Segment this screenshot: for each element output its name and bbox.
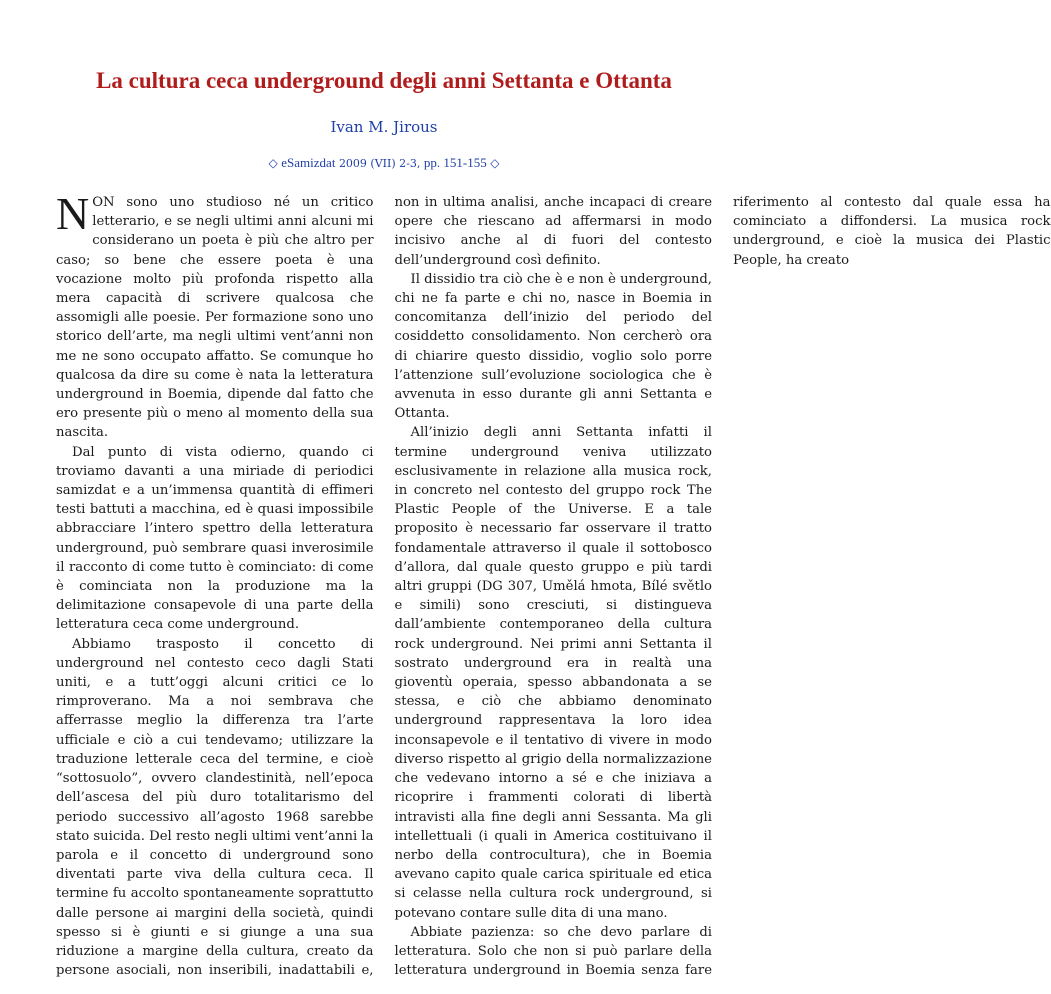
author-name: Ivan M. Jirous	[330, 118, 438, 136]
journal-link[interactable]: eSamizdat	[281, 155, 336, 170]
diamond-icon: ◇	[268, 156, 278, 170]
paragraph-text: ON sono uno studioso né un critico letterario, e se negli ultimi anni alcuni mi considerano un poeta è più che altro per caso; so bene che essere poeta è una vocazione molto più profonda rispetto alla mera capacità di scrivere qualcosa che assomigli alle poesie. Per formazione sono uno storico dell’arte, ma negli ultimi vent’anni non me ne sono occupato affatto. Se comunque ho qualcosa da dire su come è nata la letteratura underground in Boemia, dipende dal fatto che ero presente più o meno al momento della sua nascita.	[56, 195, 374, 441]
paragraph: Il dissidio tra ciò che è e non è underground, chi ne fa parte e chi no, nasce in Boemia in concomitanza dell’inizio del periodo del cosiddetto consolidamento. Non cercherò ora di chiarire questo dissidio, voglio solo porre l’attenzione sull’evoluzione sociologica che è avvenuta in esso durante gli anni Settanta e Ottanta.	[394, 271, 712, 422]
drop-cap: N	[56, 188, 90, 239]
paragraph: Abbiate pazienza: so che devo parlare di letteratura. Solo che non si può parlare della letteratura underground in Boemia senza fare riferimento al contesto dal quale essa ha cominciato a diffondersi. La musica rock underground, e cioè la musica dei Plastic People, ha creato	[394, 195, 1051, 979]
citation-line	[0, 155, 768, 171]
paragraph: Dal punto di vista odierno, quando ci troviamo davanti a una miriade di periodici samizdat e a un’immensa quantità di effimeri testi battuti a macchina, ed è quasi impossibile abbracciare l’intero spettro della letteratura underground, può sembrare quasi inverosimile il racconto di come tutto è cominciato: di come è cominciata non la produzione ma la delimitazione consapevole di una parte della letteratura ceca come underground.	[56, 444, 374, 633]
year-volume: 2009 (VII) 2-3,	[338, 157, 421, 170]
paragraph	[56, 188, 374, 443]
diamond-icon: ◇	[490, 156, 500, 170]
paragraph: Abbiamo trasposto il concetto di underground nel contesto ceco dagli Stati uniti, e a tutt’oggi alcuni critici ce lo rimproverano. Ma a noi sembrava che afferrasse meglio la differenza tra l’arte ufficiale e ciò a cui tendevamo; utilizzare la traduzione letterale ceca del termine, e cioè “sottosuolo”, ovvero clandestinità, nell’epoca dell’ascesa del più duro totalitarismo del periodo successivo all’agosto 1968 sarebbe stato suicida. Del resto negli ultimi vent’anni la parola e il concetto di underground sono diventati parte viva della cultura ceca. Il termine fu accolto spontaneamente soprattutto dalle persone ai margini della società, quindi spesso si è giunti e si giunge a una sua riduzione a margine della cultura, creato da persone asociali, non inseribili, inadattabili e, non in ultima analisi, anche incapaci di creare opere che riescano ad affermarsi in modo incisivo anche al di fuori del contesto dell’underground così definito.	[56, 195, 712, 979]
article-body	[56, 188, 1051, 993]
paragraph: All’inizio degli anni Settanta infatti il termine underground veniva utilizzato esclusivamente in relazione alla musica rock, in concreto nel contesto del gruppo rock The Plastic People of the Universe. E a tale proposito è necessario far osservare il tratto fondamentale attraverso il quale il sottobosco d’allora, dal quale questo gruppo e più tardi altri gruppi (DG 307, Umělá hmota, Bílé světlo e simili) sono cresciuti, si distingueva dall’ambiente contemporaneo della cultura rock underground. Nei primi anni Settanta il sostrato underground era in realtà una gioventù operaia, spesso abbandonata a se stessa, e ciò che abbiamo denominato underground rappresentava la loro idea inconsapevole e il tentativo di vivere in modo diverso rispetto al grigio della normalizzazione che vedevano intorno a sé e che iniziava a ricoprire i frammenti colorati di libertà intravisti alla fine degli anni Sessanta. Ma gli intellettuali (i quali in America costituivano il nerbo della controcultura), che in Boemia avevano capito quale carica spirituale ed etica si celasse nella cultura rock underground, si potevano contare sulle dita di una mano.	[394, 425, 712, 921]
article-title: La cultura ceca underground degli anni Settanta e Ottanta	[96, 68, 672, 93]
page-range: pp. 151-155	[423, 155, 487, 170]
